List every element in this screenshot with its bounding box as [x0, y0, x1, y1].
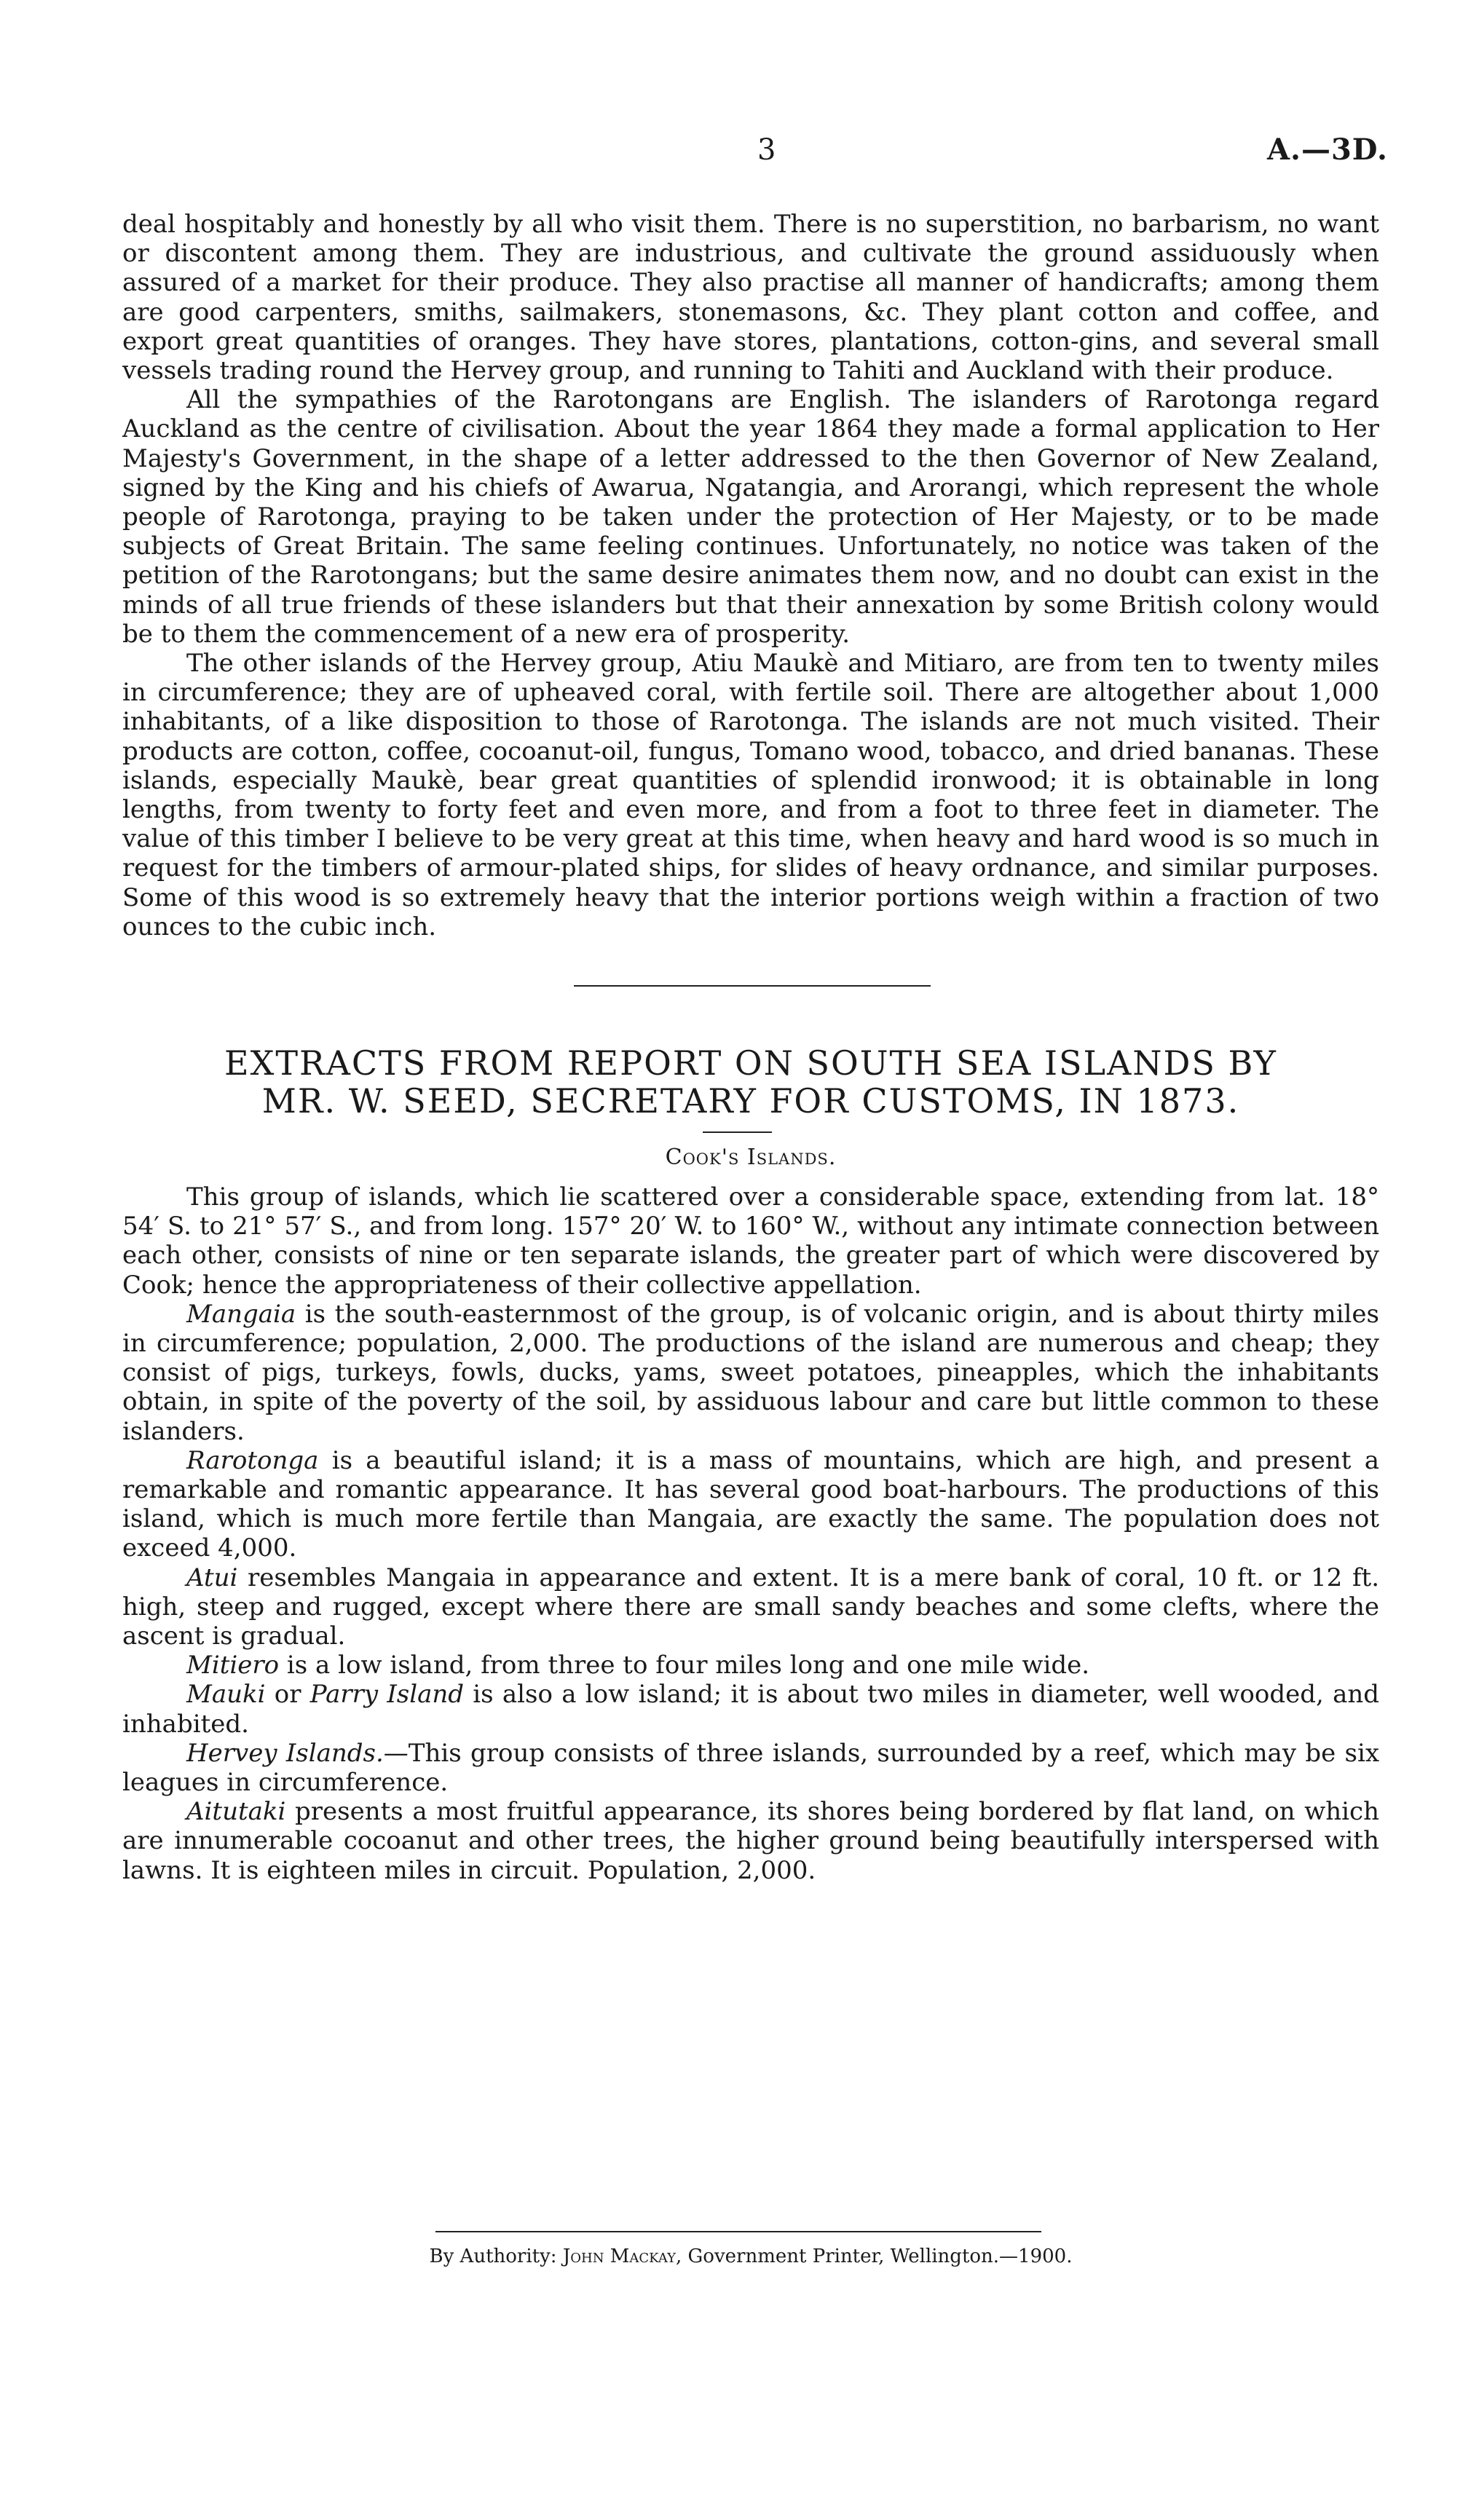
- island-entry: [122, 1797, 1379, 1885]
- island-name: Atui: [186, 1563, 238, 1592]
- island-description: is the south-easternmost of the group, is of volcanic origin, and is about thirty miles in circumference; population, 2,000. The productions of the island are numerous and cheap; they consist of pigs, turkeys, fowls, ducks, yams, sweet potatoes, pineapples, which the inhabitants obtain, in spite of the poverty of the soil, by assiduous labour and care but little common to these islanders.: [122, 1299, 1379, 1446]
- title-line: EXTRACTS FROM REPORT ON SOUTH SEA ISLANDS BY: [224, 1043, 1277, 1083]
- island-name: Mauki: [186, 1680, 266, 1710]
- island-description: is a beautiful island; it is a mass of mountains, which are high, and present a remarkable and romantic appearance. It has several good boat-harbours. The productions of this island, which is much more fertile than Mangaia, are exactly the same. The population does not exceed 4,000.: [122, 1445, 1379, 1563]
- island-alt-name: Parry Island: [309, 1680, 465, 1710]
- title-line: MR. W. SEED, SECRETARY FOR CUSTOMS, IN 1873.: [261, 1081, 1240, 1121]
- island-name: Hervey Islands.: [186, 1738, 384, 1768]
- island-entry: [122, 1300, 1379, 1446]
- printer-imprint: [122, 2245, 1379, 2268]
- island-name: Mangaia: [186, 1299, 296, 1329]
- name-connector: or: [265, 1680, 310, 1710]
- report-text: [122, 1182, 1379, 1885]
- island-description: resembles Mangaia in appearance and extent. It is a mere bank of coral, 10 ft. or 12 ft. high, steep and rugged, except where there are small sandy beaches and some clefts, where the ascent is gradual.: [122, 1563, 1379, 1651]
- intro-paragraph: This group of islands, which lie scattered over a considerable space, extending from lat. 18° 54′ S. to 21° 57′ S., and from long. 157° 20′ W. to 160° W., without any intimate connection between each other, consists of nine or ten separate islands, the greater part of which were discovered by Cook; hence the appropriateness of their collective appellation.: [122, 1182, 1379, 1300]
- island-name: Rarotonga: [186, 1445, 319, 1475]
- imprint-prefix: By Authority:: [429, 2246, 563, 2267]
- document-reference: A.—3D.: [1267, 133, 1388, 167]
- island-name: Aitutaki: [186, 1797, 286, 1827]
- island-name: Mitiero: [186, 1651, 280, 1680]
- paragraph: deal hospitably and honestly by all who visit them. There is no superstition, no barbarism, no want or discontent among them. They are industrious, and cultivate the ground assiduously when assured of a market for their produce. They also practise all manner of handicrafts; among them are good carpenters, smiths, sailmakers, stonemasons, &c. They plant cotton and coffee, and export great quantities of oranges. They have stores, plantations, cotton-gins, and several small vessels trading round the Hervey group, and running to Tahiti and Auckland with their produce.: [122, 210, 1379, 386]
- island-entry: [122, 1739, 1379, 1797]
- paragraph: The other islands of the Hervey group, Atiu Maukè and Mitiaro, are from ten to twenty miles in circumference; they are of upheaved coral, with fertile soil. There are altogether about 1,000 inhabitants, of a like disposition to those of Rarotonga. The islands are not much visited. Their products are cotton, coffee, cocoanut-oil, fungus, Tomano wood, tobacco, and dried bananas. These islands, especially Maukè, bear great quantities of splendid ironwood; it is obtainable in long lengths, from twenty to forty feet and even more, and from a foot to three feet in diameter. The value of this timber I believe to be very great at this time, when heavy and hard wood is so much in request for the timbers of armour-plated ships, for slides of heavy ordnance, and similar purposes. Some of this wood is so extremely heavy that the interior portions weigh within a fraction of two ounces to the cubic inch.: [122, 649, 1379, 941]
- section-title: [122, 1044, 1379, 1120]
- island-entry: [122, 1651, 1379, 1680]
- island-entry: [122, 1563, 1379, 1651]
- continuation-text: [122, 210, 1379, 941]
- printer-name: John Mackay: [562, 2246, 676, 2267]
- island-description: is a low island, from three to four miles long and one mile wide.: [279, 1651, 1090, 1680]
- title-rule: [703, 1131, 772, 1133]
- island-entry: [122, 1680, 1379, 1738]
- island-description: is also a low island; it is about two miles in diameter, well wooded, and inhabited.: [122, 1680, 1380, 1739]
- island-description: —This group consists of three islands, surrounded by a reef, which may be six leagues in circumference.: [122, 1738, 1379, 1798]
- imprint-suffix: , Government Printer, Wellington.—1900.: [676, 2246, 1073, 2267]
- island-entry: [122, 1446, 1379, 1563]
- island-description: presents a most fruitful appearance, its shores being bordered by flat land, on which are innumerable cocoanut and other trees, the higher ground being beautifully interspersed with lawns. It is eighteen miles in circuit. Population, 2,000.: [122, 1797, 1379, 1885]
- page-number: 3: [757, 133, 776, 167]
- paragraph: All the sympathies of the Rarotongans are English. The islanders of Rarotonga regard Auckland as the centre of civilisation. About the year 1864 they made a formal application to Her Majesty's Government, in the shape of a letter addressed to the then Governor of New Zealand, signed by the King and his chiefs of Awarua, Ngatangia, and Arorangi, which represent the whole people of Rarotonga, praying to be taken under the protection of Her Majesty, or to be made subjects of Great Britain. The same feeling continues. Unfortunately, no notice was taken of the petition of the Rarotongans; but the same desire animates them now, and no doubt can exist in the minds of all true friends of these islanders but that their annexation by some British colony would be to them the commencement of a new era of prosperity.: [122, 385, 1379, 649]
- subheading: Cook's Islands.: [665, 1145, 837, 1170]
- footer-rule: [435, 2231, 1041, 2232]
- section-divider: [574, 985, 931, 987]
